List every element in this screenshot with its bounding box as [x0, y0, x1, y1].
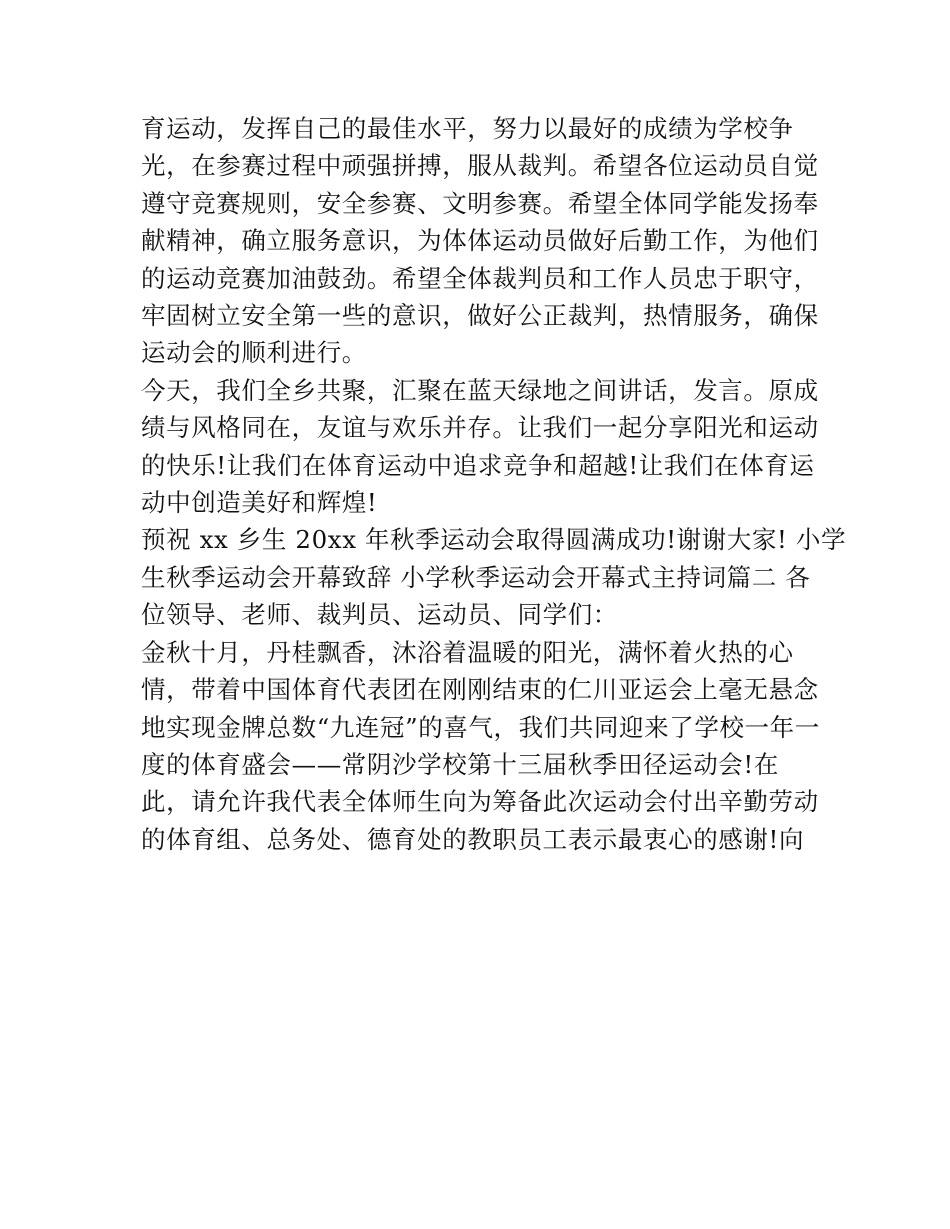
text-line: 牢固树立安全第一些的意识，做好公正裁判，热情服务，确保 — [141, 301, 819, 331]
text-line: 光，在参赛过程中顽强拼搏，服从裁判。希望各位运动员自觉 — [141, 151, 819, 181]
text-line: 金秋十月，丹桂飘香，沐浴着温暖的阳光，满怀着火热的心 — [141, 637, 794, 667]
text-line: 绩与风格同在，友谊与欢乐并存。让我们一起分享阳光和运动 — [141, 413, 819, 443]
text-line: 位领导、老师、裁判员、运动员、同学们： — [141, 600, 618, 630]
text-line: 献精神，确立服务意识，为体体运动员做好后勤工作，为他们 — [141, 226, 819, 256]
text-line: 的体育组、总务处、德育处的教职员工表示最衷心的感谢!向 — [141, 824, 805, 854]
text-line: 情，带着中国体育代表团在刚刚结束的仁川亚运会上毫无悬念 — [141, 675, 819, 705]
text-line: 的运动竞赛加油鼓劲。希望全体裁判员和工作人员忠于职守， — [141, 263, 819, 293]
text-line: 度的体育盛会——常阴沙学校第十三届秋季田径运动会!在 — [141, 749, 779, 779]
document-body — [141, 110, 847, 858]
text-line: 遵守竞赛规则，安全参赛、文明参赛。希望全体同学能发扬奉 — [141, 188, 819, 218]
text-line: 此，请允许我代表全体师生向为筹备此次运动会付出辛勤劳动 — [141, 787, 819, 817]
text-line: 运动会的顺利进行。 — [141, 338, 367, 368]
text-line: 的快乐!让我们在体育运动中追求竞争和超越!让我们在体育运 — [141, 450, 815, 480]
text-line: 地实现金牌总数“九连冠”的喜气，我们共同迎来了学校一年一 — [141, 712, 820, 742]
text-line: 今天，我们全乡共聚，汇聚在蓝天绿地之间讲话，发言。原成 — [141, 375, 819, 405]
text-line: 预祝 xx 乡生 20xx 年秋季运动会取得圆满成功!谢谢大家! 小学 — [141, 525, 847, 555]
text-line: 育运动，发挥自己的最佳水平，努力以最好的成绩为学校争 — [141, 114, 794, 143]
text-line: 动中创造美好和辉煌! — [141, 488, 378, 518]
text-line: 生秋季运动会开幕致辞 小学秋季运动会开幕式主持词篇二 各 — [141, 562, 811, 592]
